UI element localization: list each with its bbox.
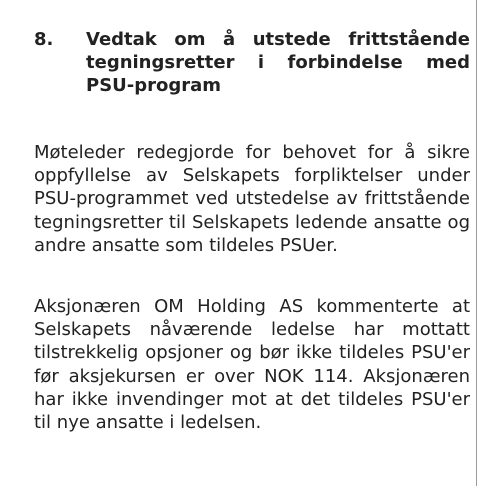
page-margin-rule <box>476 0 477 486</box>
section-title: Vedtak om å utstede frittstående tegningsretter i forbindelse med PSU-program <box>86 29 470 96</box>
section-number: 8. <box>34 29 54 50</box>
paragraph-meeting-leader: Møteleder redegjorde for behovet for å sikre oppfyllelse av Selskapets forpliktelser under PSU-programmet ved utstedelse av frittstående tegningsretter til Selskapets ledende ansatte og andre ansatte som tildeles PSUer. <box>34 142 470 256</box>
paragraph-shareholder-comment: Aksjonæren OM Holding AS kommenterte at Selskapets nåværende ledelse har mottatt tilstrekkelig opsjoner og bør ikke tildeles PSU'er før aksjekursen er over NOK 114. Aksjonæren har ikke invendinger mot at det tildeles PSU'er til nye ansatte i ledelsen. <box>34 296 470 434</box>
section-heading <box>34 28 470 97</box>
